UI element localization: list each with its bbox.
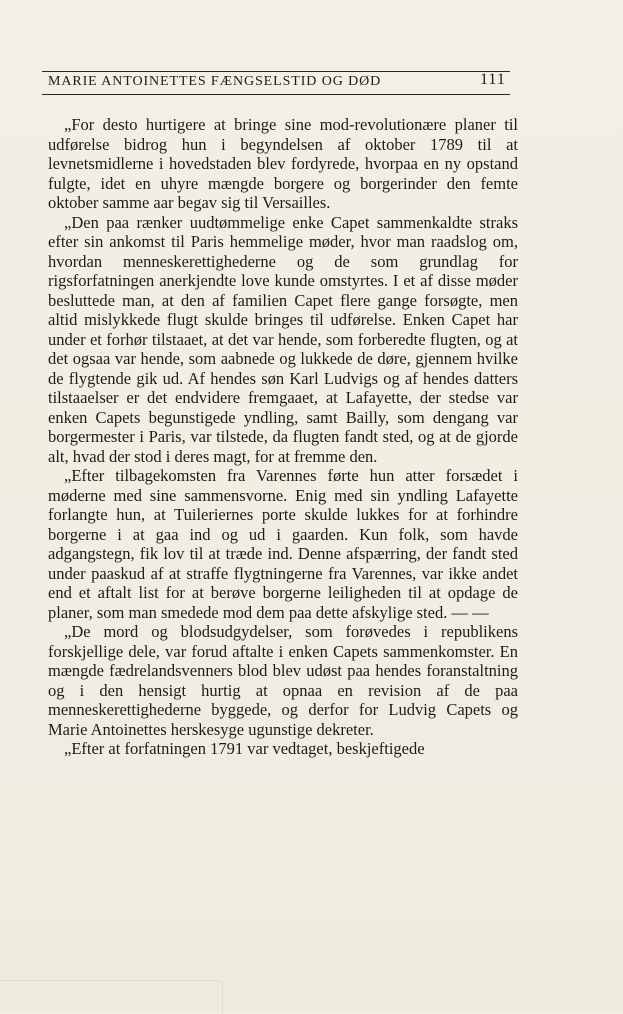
page-edge-mark bbox=[0, 980, 223, 1014]
paragraph: „De mord og blodsudgydelser, som forøvedes i republikens forskjellige dele, var forud aftalte i enken Capets sammenkomster. En mængde fædrelandsvenners blod blev udøst paa hendes foranstaltning og i den hensigt hurtig at opnaa en revision af de paa menneskerettighederne byggede, og derfor for Ludvig Capets og Marie Antoinettes herskesyge ugunstige dekreter. bbox=[48, 622, 518, 739]
paragraph: „For desto hurtigere at bringe sine mod-revolutionære planer til udførelse bidrog hun i begyndelsen af oktober 1789 til at levnetsmidlerne i hovedstaden blev fordyrede, hvorpaa en ny opstand fulgte, idet en uhyre mængde borgere og borgerinder den femte oktober samme aar begav sig til Versailles. bbox=[48, 115, 518, 212]
running-title: MARIE ANTOINETTES FÆNGSELSTID OG DØD bbox=[48, 74, 382, 89]
page-number: 111 bbox=[480, 71, 506, 88]
paragraph: „Efter at forfatningen 1791 var vedtaget, beskjeftigede bbox=[64, 739, 425, 758]
paragraph: „Den paa rænker uudtømmelige enke Capet sammenkaldte straks efter sin ankomst til Paris hemmelige møder, hvor man raadslog om, hvordan menneskerettighederne og de som grundlag for rigsforfatningen anerkjendte love kunde omstyrtes. I et af disse møder besluttede man, at den af familien Capet flere gange forsøgte, men altid mislykkede flugt skulde bringes til udførelse. Enken Capet har under et forhør tilstaaet, at det var hende, som forberedte flugten, og at det ogsaa var hende, som aabnede og lukkede de døre, gjennem hvilke de flygtende gik ud. Af hendes søn Karl Ludvigs og af hendes datters tilstaaelser er det endvidere fremgaaet, at Lafayette, der stedse var enken Capets begunstigede yndling, samt Bailly, som dengang var borgermester i Paris, var tilstede, da flugten fandt sted, og at de gjorde alt, hvad der stod i deres magt, for at fremme den. bbox=[48, 212, 518, 466]
body-text bbox=[48, 115, 518, 759]
paragraph: „Efter tilbagekomsten fra Varennes førte hun atter forsædet i møderne med sine sammensvorne. Enig med sin yndling Lafayette forlangte hun, at Tuileriernes porte skulde lukkes for at forhindre borgerne i at gaa ind og ud i gaarden. Kun folk, som havde adgangstegn, fik lov til at træde ind. Denne afspærring, der fandt sted under paaskud af at straffe flygtningerne fra Varennes, var ikke andet end et aftalt list for at berøve borgerne leiligheden til at opdage de planer, som man smedede mod dem paa dette afskylige sted. — — bbox=[48, 466, 518, 622]
header-rule-top bbox=[42, 71, 510, 72]
header-rule-bottom bbox=[42, 94, 510, 95]
